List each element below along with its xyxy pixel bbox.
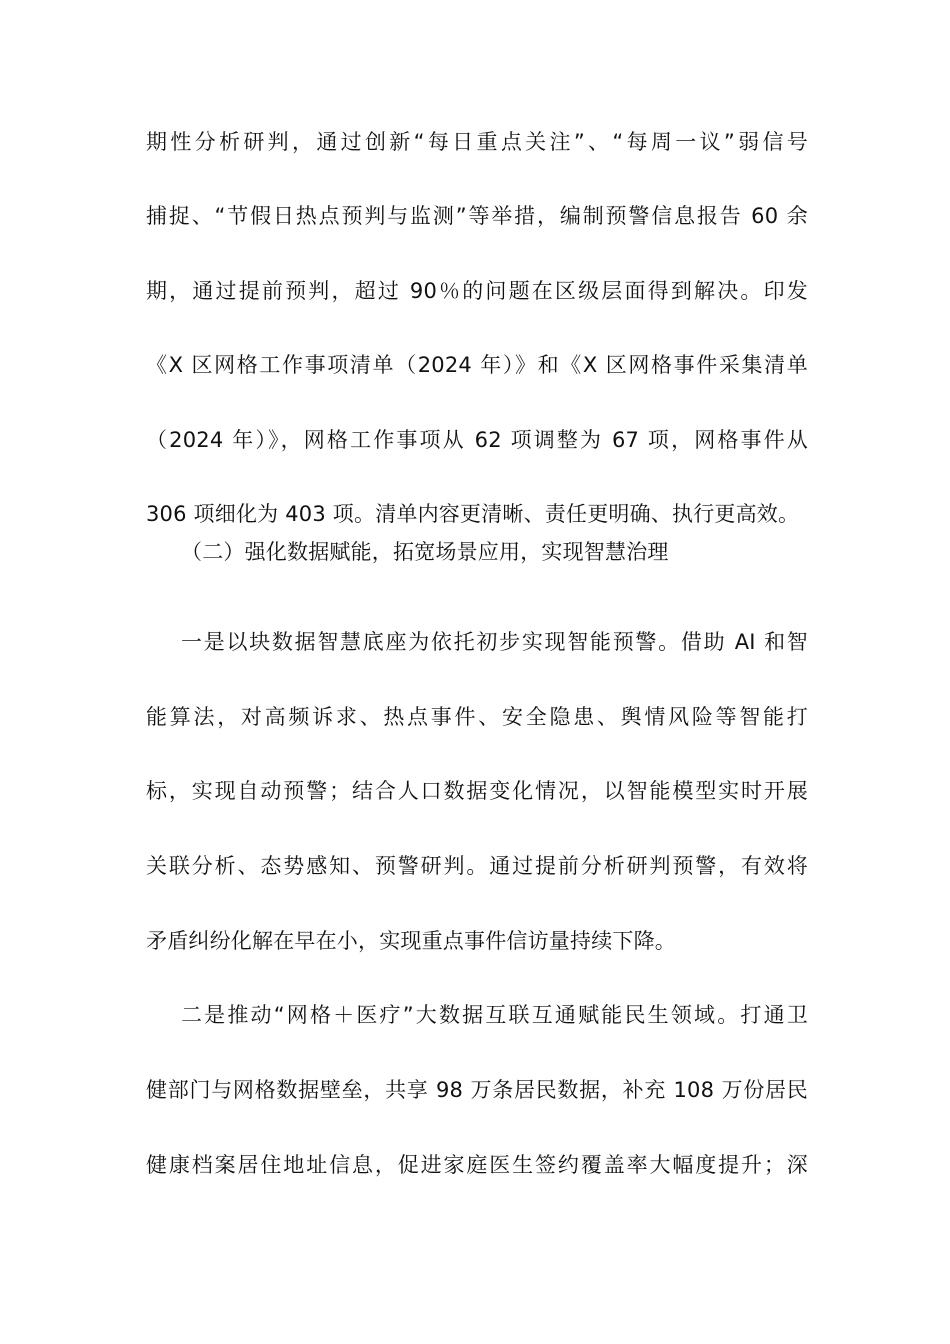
body-line-5: （2024 年）》，网格工作事项从 62 项调整为 67 项，网格事件从 [146,428,808,452]
body-line-11: 关联分析、态势感知、预警研判。通过提前分析研判预警，有效将 [146,854,808,878]
body-line-12: 矛盾纠纷化解在早在小，实现重点事件信访量持续下降。 [146,929,676,953]
body-line-3: 期，通过提前预判，超过 90％的问题在区级层面得到解决。印发 [146,279,808,303]
body-line-2: 捕捉、“节假日热点预判与监测”等举措，编制预警信息报告 60 余 [146,204,808,228]
body-line-15: 健康档案居住地址信息，促进家庭医生签约覆盖率大幅度提升；深 [146,1153,808,1177]
body-line-8: 一是以块数据智慧底座为依托初步实现智能预警。借助 AI 和智 [181,630,808,654]
body-line-14: 健部门与网格数据壁垒，共享 98 万条居民数据，补充 108 万份居民 [146,1078,808,1102]
section-heading: （二）强化数据赋能，拓宽场景应用，实现智慧治理 [181,540,669,564]
body-line-4: 《X 区网格工作事项清单（2024 年）》和《X 区网格事件采集清单 [146,353,808,377]
body-line-9: 能算法，对高频诉求、热点事件、安全隐患、舆情风险等智能打 [146,705,808,729]
body-line-1: 期性分析研判，通过创新“每日重点关注”、“每周一议”弱信号 [146,130,808,154]
body-line-6: 306 项细化为 403 项。清单内容更清晰、责任更明确、执行更高效。 [146,502,800,526]
body-line-10: 标，实现自动预警；结合人口数据变化情况，以智能模型实时开展 [146,779,808,803]
body-line-13: 二是推动“网格＋医疗”大数据互联互通赋能民生领域。打通卫 [181,1003,808,1027]
